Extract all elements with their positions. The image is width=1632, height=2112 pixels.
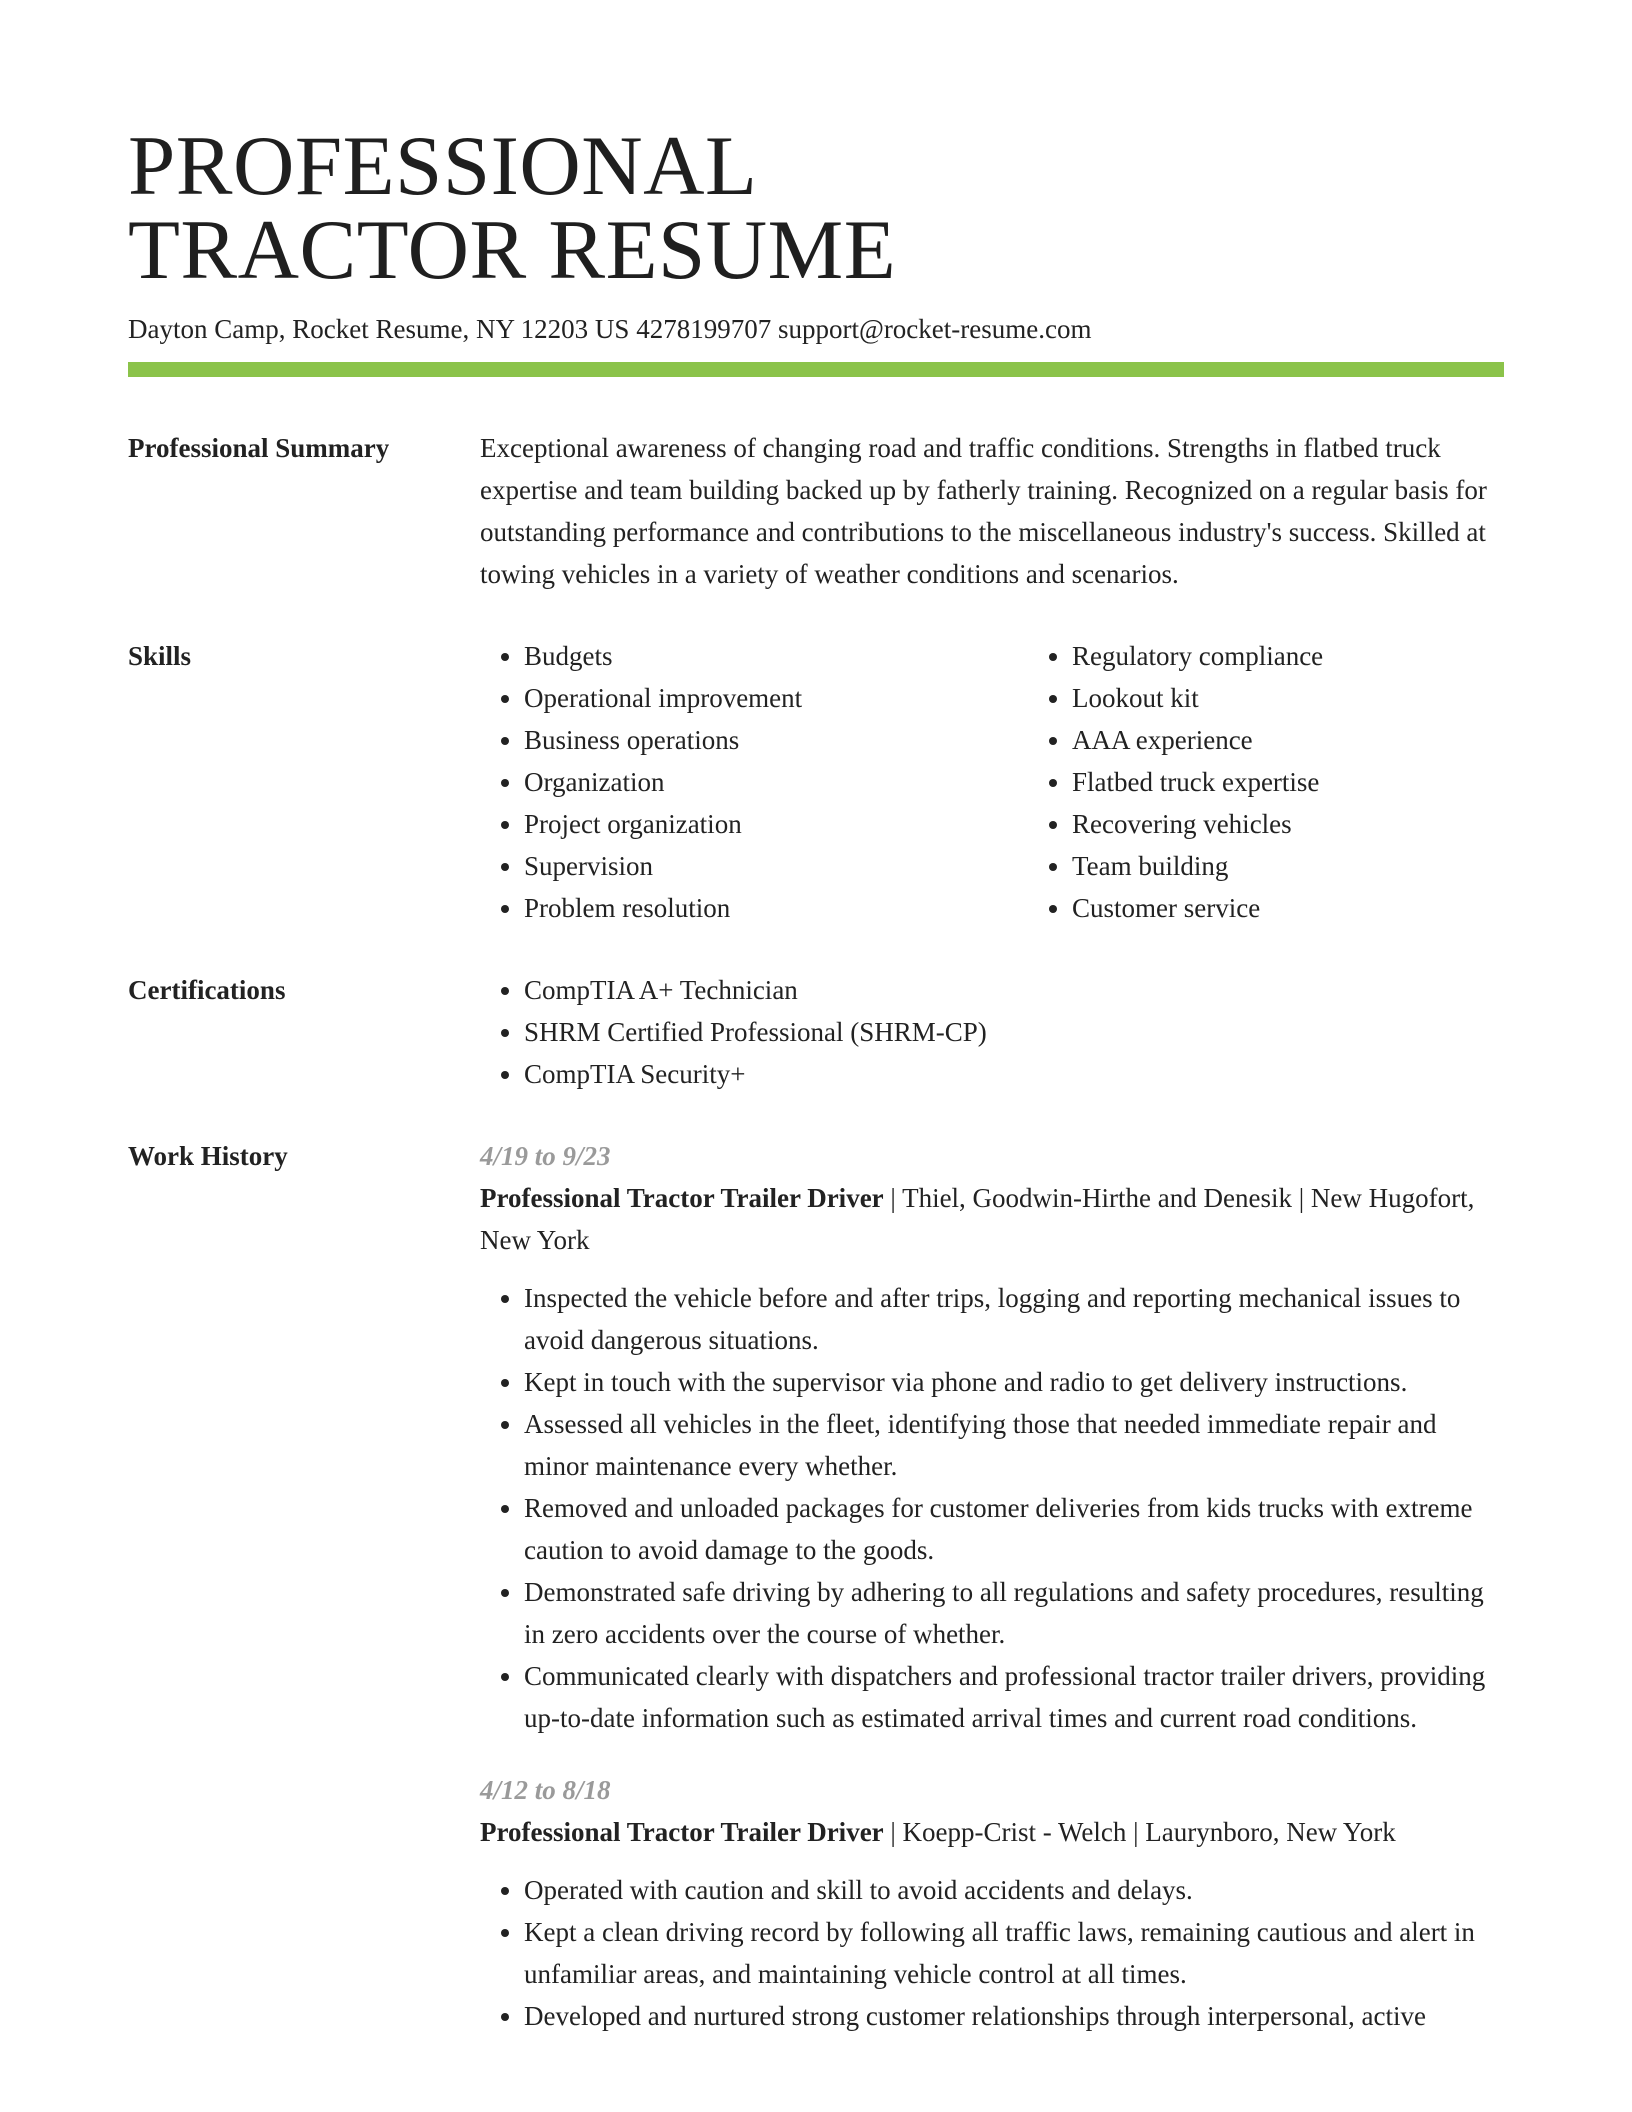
certifications-section (128, 969, 1504, 1095)
skill-item: • Business operations (524, 719, 1028, 761)
skills-list-left (480, 635, 1028, 929)
title-line-2: TRACTOR RESUME (128, 203, 897, 297)
certification-item: • SHRM Certified Professional (SHRM-CP) (524, 1011, 1504, 1053)
skills-heading: Skills (128, 641, 192, 671)
job-bullets (480, 1869, 1504, 2037)
work-history-section (128, 1135, 1504, 2037)
accent-divider (128, 362, 1504, 377)
job-title: Professional Tractor Trailer Driver (480, 1183, 884, 1213)
summary-text: Exceptional awareness of changing road and traffic conditions. Strengths in flatbed truck expertise and team building backed up by fatherly training. Recognized on a regular basis for outstanding performance and contributions to the miscellaneous industry's success. Skilled at towing vehicles in a variety of weather conditions and scenarios. (480, 433, 1487, 589)
job-bullet: • Inspected the vehicle before and after trips, logging and reporting mechanical issues to avoid dangerous situations. (524, 1277, 1504, 1361)
certification-item: • CompTIA A+ Technician (524, 969, 1504, 1011)
job-bullet: • Removed and unloaded packages for customer deliveries from kids trucks with extreme caution to avoid damage to the goods. (524, 1487, 1504, 1571)
certifications-list (480, 969, 1504, 1095)
job-bullet: • Kept in touch with the supervisor via phone and radio to get delivery instructions. (524, 1361, 1504, 1403)
summary-heading: Professional Summary (128, 433, 390, 463)
job-heading (480, 1811, 1504, 1853)
job-dates: 4/19 to 9/23 (480, 1141, 611, 1171)
job-heading (480, 1177, 1504, 1261)
skill-item: • Budgets (524, 635, 1028, 677)
skill-item: • Supervision (524, 845, 1028, 887)
job-bullet: • Communicated clearly with dispatchers and professional tractor trailer drivers, providing up-to-date information such as estimated arrival times and current road conditions. (524, 1655, 1504, 1739)
skill-item: • Flatbed truck expertise (1072, 761, 1576, 803)
job-bullet: • Operated with caution and skill to avoid accidents and delays. (524, 1869, 1504, 1911)
job-bullet: • Assessed all vehicles in the fleet, identifying those that needed immediate repair and minor maintenance every whether. (524, 1403, 1504, 1487)
skill-item: • Customer service (1072, 887, 1576, 929)
resume-title (128, 119, 1504, 297)
skill-item: • Regulatory compliance (1072, 635, 1576, 677)
job-bullet: • Kept a clean driving record by following all traffic laws, remaining cautious and alert in unfamiliar areas, and maintaining vehicle control at all times. (524, 1911, 1504, 1995)
skill-item: • Recovering vehicles (1072, 803, 1576, 845)
job-employer-location: | Koepp-Crist - Welch | Laurynboro, New York (883, 1817, 1396, 1847)
resume-page (128, 119, 1504, 2037)
skills-section (128, 635, 1504, 929)
job-entry (480, 1135, 1504, 1739)
work-history-heading: Work History (128, 1141, 288, 1171)
skill-item: • Team building (1072, 845, 1576, 887)
skill-item: • Problem resolution (524, 887, 1028, 929)
skill-item: • Organization (524, 761, 1028, 803)
skill-item: • Lookout kit (1072, 677, 1576, 719)
certifications-heading: Certifications (128, 975, 286, 1005)
title-line-1: PROFESSIONAL (128, 119, 758, 213)
job-bullets (480, 1277, 1504, 1739)
job-title: Professional Tractor Trailer Driver (480, 1817, 884, 1847)
contact-phone: 4278199707 (636, 314, 772, 344)
skills-list-right (1028, 635, 1576, 929)
job-employer-location: | Thiel, Goodwin-Hirthe and Denesik | New Hugofort, New York (480, 1183, 1475, 1255)
job-entry (480, 1769, 1504, 2037)
contact-email: support@rocket-resume.com (777, 314, 1092, 344)
job-bullet: • Developed and nurtured strong customer relationships through interpersonal, active (524, 1995, 1504, 2037)
contact-address: Dayton Camp, Rocket Resume, NY 12203 US (128, 314, 630, 344)
skill-item: • Operational improvement (524, 677, 1028, 719)
certification-item: • CompTIA Security+ (524, 1053, 1504, 1095)
job-bullet: • Demonstrated safe driving by adhering to all regulations and safety procedures, resulting in zero accidents over the course of whether. (524, 1571, 1504, 1655)
summary-section (128, 427, 1504, 595)
skill-item: • AAA experience (1072, 719, 1576, 761)
job-dates: 4/12 to 8/18 (480, 1775, 611, 1805)
contact-info (128, 312, 1504, 346)
skill-item: • Project organization (524, 803, 1028, 845)
